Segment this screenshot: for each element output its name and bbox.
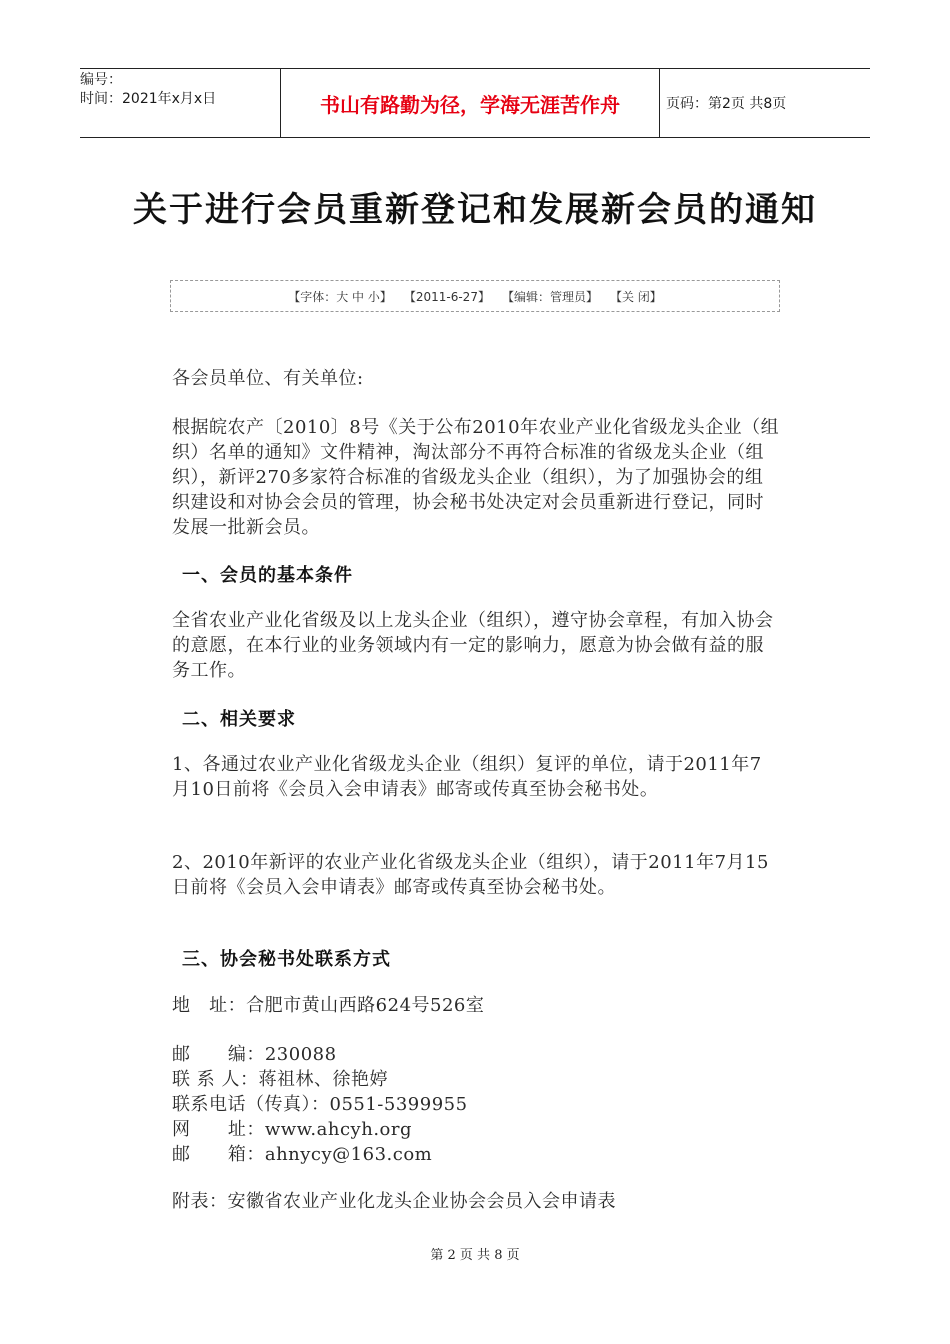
contact-value[interactable]: ahnycy@163.com bbox=[264, 1144, 433, 1165]
contact-value[interactable]: www.ahcyh.org bbox=[264, 1119, 413, 1140]
close-link[interactable]: 【关 闭】 bbox=[609, 289, 662, 304]
header-left-cell bbox=[80, 69, 281, 137]
code-label: 编号： bbox=[80, 72, 122, 88]
contact-row-website bbox=[172, 1117, 780, 1142]
contact-row-person bbox=[172, 1067, 780, 1092]
intro-paragraph: 根据皖农产〔2010〕8号《关于公布2010年农业产业化省级龙头企业（组织）名单的通知》文件精神，淘汰部分不再符合标准的省级龙头企业（组织），新评270多家符合标准的省级龙头企业（组织），为了加强协会的组织建设和对协会会员的管理，协会秘书处决定对会员重新进行登记，同时发展一批新会员。 bbox=[172, 417, 780, 538]
contact-label: 网 址： bbox=[172, 1119, 265, 1140]
motto-text: 书山有路勤为径，学海无涯苦作舟 bbox=[281, 69, 660, 137]
contact-row-postcode bbox=[172, 1042, 780, 1067]
section2-item1: 1、各通过农业产业化省级龙头企业（组织）复评的单位，请于2011年7月10日前将《会员入会申请表》邮寄或传真至协会秘书处。 bbox=[172, 754, 762, 800]
contact-address: 地 址：合肥市黄山西路624号526室 bbox=[172, 995, 485, 1016]
attachment-note: 附表：安徽省农业产业化龙头企业协会会员入会申请表 bbox=[172, 1191, 616, 1212]
section2-item2: 2、2010年新评的农业产业化省级龙头企业（组织），请于2011年7月15日前将《会员入会申请表》邮寄或传真至协会秘书处。 bbox=[172, 852, 769, 898]
contact-label: 邮 编： bbox=[172, 1044, 265, 1065]
page-info: 页码：第2页 共8页 bbox=[666, 96, 787, 112]
contact-value: 0551-5399955 bbox=[329, 1094, 468, 1115]
time-label: 时间：2021年x月x日 bbox=[80, 91, 217, 107]
section1-heading: 一、会员的基本条件 bbox=[182, 565, 353, 586]
meta-date: 【2011-6-27】 bbox=[403, 289, 490, 304]
document-title: 关于进行会员重新登记和发展新会员的通知 bbox=[133, 190, 817, 230]
contact-label: 邮 箱： bbox=[172, 1144, 265, 1165]
section3-heading: 三、协会秘书处联系方式 bbox=[182, 949, 391, 970]
section1-text: 全省农业产业化省级及以上龙头企业（组织），遵守协会章程，有加入协会的意愿，在本行业的业务领域内有一定的影响力，愿意为协会做有益的服务工作。 bbox=[172, 610, 774, 681]
contact-row-email bbox=[172, 1142, 780, 1167]
contact-label: 联 系 人： bbox=[172, 1069, 259, 1090]
meta-editor: 【编辑：管理员】 bbox=[501, 289, 598, 304]
meta-bar bbox=[170, 280, 780, 312]
contact-row-phone bbox=[172, 1092, 780, 1117]
contact-label: 联系电话（传真）： bbox=[172, 1094, 330, 1115]
page-footer: 第 2 页 共 8 页 bbox=[430, 1248, 520, 1263]
header-table bbox=[80, 68, 870, 138]
contact-value: 230088 bbox=[264, 1044, 337, 1065]
salutation: 各会员单位、有关单位: bbox=[172, 368, 364, 389]
font-size-links[interactable]: 【字体：大 中 小】 bbox=[288, 289, 392, 304]
section2-heading: 二、相关要求 bbox=[182, 709, 296, 730]
contact-value: 蒋祖林、徐艳婷 bbox=[258, 1069, 388, 1090]
contact-list bbox=[172, 1042, 780, 1167]
